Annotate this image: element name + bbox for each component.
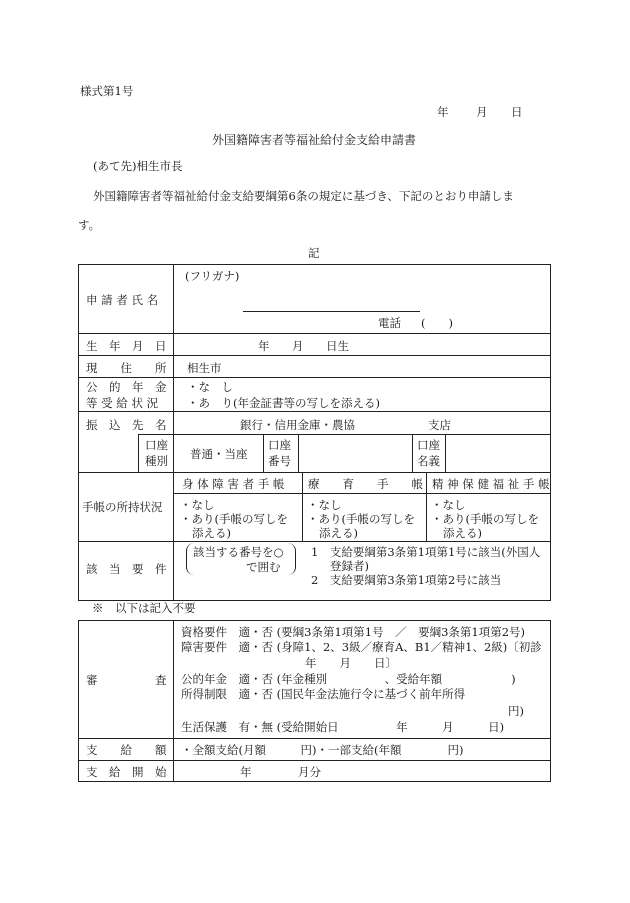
account-type-value: 普通・当座 (190, 447, 248, 461)
amount-label: 支 給 額 (86, 743, 167, 757)
handbook-mental-yes-2: 添える) (443, 526, 482, 540)
handbook-physical-yes-2: 添える) (192, 526, 231, 540)
address-label: 現 住 所 (86, 361, 167, 375)
account-name-label-2: 名義 (417, 454, 440, 468)
requirement-item-1: 1 支給要綱第3条第1項第1号に該当(外国人 (311, 545, 541, 559)
review-line-pension: 公的年金 適・否 (年金種別 、受給年額 ) (181, 672, 516, 686)
pension-label-1: 公 的 年 金 (86, 380, 167, 394)
account-type-label-2: 種別 (145, 454, 168, 468)
handbook-ryouiku-none: ・なし (307, 498, 342, 512)
date-year: 年 (437, 105, 449, 119)
note-not-required: ※ 以下は記入不要 (92, 601, 196, 615)
requirement-bracket-text-2: で囲む (246, 560, 281, 574)
birth-month: 月 (292, 339, 304, 353)
account-name-label-1: 口座 (417, 438, 440, 452)
furigana-label: (フリガナ) (185, 269, 240, 283)
review-line-qualification: 資格要件 適・否 (要綱3条第1項第1号 ／ 要綱3条第1項第2号) (181, 625, 526, 639)
handbook-ryouiku-header: 療 育 手 帳 (308, 477, 423, 491)
start-month: 月分 (298, 765, 321, 779)
start-label: 支 給 開 始 (86, 765, 167, 779)
date-month: 月 (476, 105, 488, 119)
requirement-item-1-cont: 登録者) (330, 559, 369, 573)
handbook-ryouiku-yes: ・あり(手帳の写しを (307, 512, 415, 526)
handbook-mental-header: 精 神 保 健 福 祉 手 帳 (432, 477, 550, 491)
body-text-line2: す。 (78, 218, 101, 232)
ki-heading: 記 (308, 246, 320, 260)
birth-year: 年 (258, 339, 270, 353)
birth-date-label: 生 年 月 日 (86, 339, 167, 353)
birth-day: 日生 (326, 339, 349, 353)
review-line-disability-date: 年 月 日〕 (305, 656, 397, 670)
handbook-ryouiku-yes-2: 添える) (319, 526, 358, 540)
review-label: 審 査 (86, 673, 167, 687)
handbook-mental-yes: ・あり(手帳の写しを (431, 512, 539, 526)
requirement-bracket-text-1: 該当する番号を○ (193, 545, 284, 559)
review-line-welfare: 生活保護 有・無 (受給開始日 年 月 日) (181, 720, 505, 734)
account-type-label-1: 口座 (145, 438, 168, 452)
review-line-disability: 障害要件 適・否 (身障1、2、3級／療育A、B1／精神1、2級)〔初診 (181, 640, 542, 654)
account-number-label-2: 番号 (268, 454, 291, 468)
bank-types: 銀行・信用金庫・農協 (240, 418, 355, 432)
pension-option-none: ・な し (187, 380, 233, 394)
handbook-physical-none: ・なし (180, 498, 215, 512)
review-line-income-yen: 円) (508, 704, 524, 718)
branch-label: 支店 (428, 418, 451, 432)
handbook-physical-header: 身 体 障 害 者 手 帳 (182, 477, 285, 491)
handbook-physical-yes: ・あり(手帳の写しを (180, 512, 288, 526)
phone-label: 電話 (378, 316, 401, 330)
requirement-label: 該 当 要 件 (86, 562, 167, 576)
address-value: 相生市 (187, 361, 222, 375)
form-title: 外国籍障害者等福祉給付金支給申請書 (212, 133, 417, 147)
review-line-income: 所得制限 適・否 (国民年金法施行令に基づく前年所得 (181, 687, 466, 701)
requirement-item-2: 2 支給要綱第3条第1項第2号に該当 (311, 573, 502, 587)
applicant-name-label: 申 請 者 氏 名 (86, 293, 159, 307)
transfer-label: 振 込 先 名 (86, 418, 167, 432)
addressee: (あて先)相生市長 (93, 159, 183, 173)
pension-option-yes: ・あ り(年金証書等の写しを添える) (187, 396, 380, 410)
account-number-label-1: 口座 (268, 438, 291, 452)
pension-label-2: 等 受 給 状 況 (86, 396, 159, 410)
handbook-label: 手帳の所持状況 (82, 500, 163, 514)
date-day: 日 (511, 105, 523, 119)
handbook-mental-none: ・なし (431, 498, 466, 512)
form-number: 様式第1号 (80, 84, 134, 98)
start-year: 年 (240, 765, 252, 779)
body-text-line1: 外国籍障害者等福祉給付金支給要綱第6条の規定に基づき、下記のとおり申請しま (93, 189, 514, 203)
phone-paren: ( ) (421, 316, 453, 330)
amount-value: ・全額支給(月額 円)・一部支給(年額 円) (181, 743, 464, 757)
